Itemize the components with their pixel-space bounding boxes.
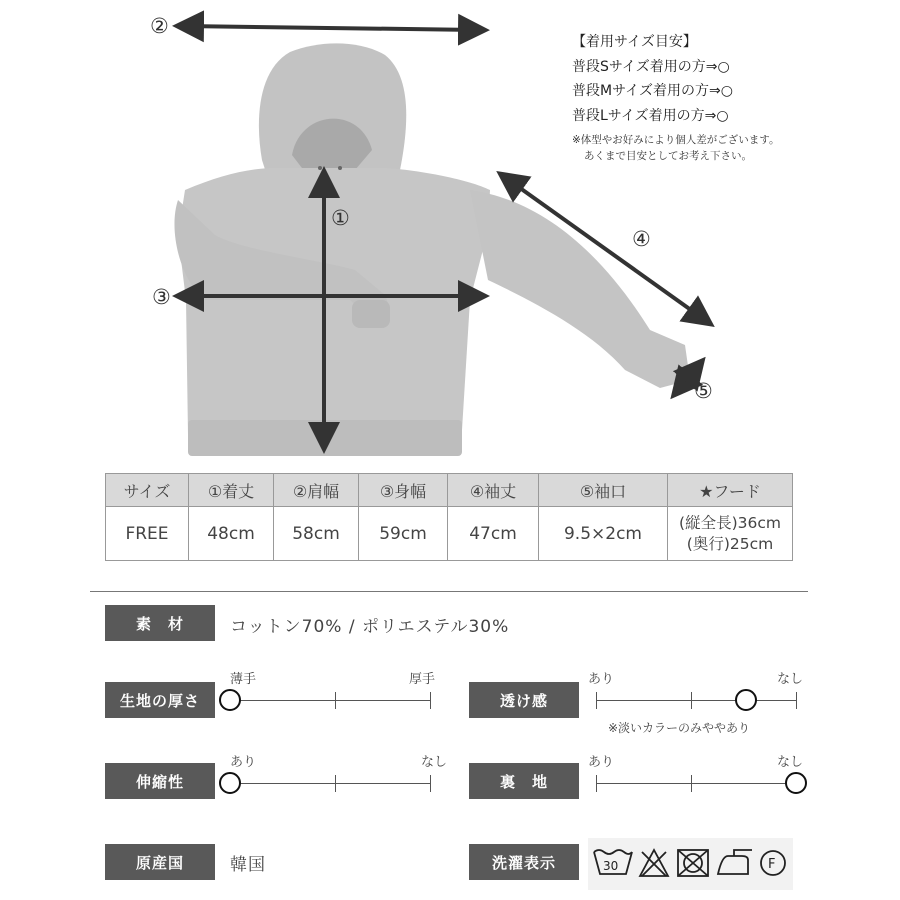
header-size: サイズ [106, 474, 189, 507]
size-guide-row-l: 普段Lサイズ着用の方⇒○ [572, 107, 729, 124]
size-guide-disclaimer-2: あくまで目安としてお考え下さい。 [584, 150, 752, 162]
thickness-left-label: 薄手 [230, 672, 257, 687]
scale-tick [335, 692, 336, 709]
stretch-track [230, 783, 430, 784]
lining-indicator [785, 772, 807, 794]
scale-tick [335, 775, 336, 792]
hood-depth: (奥行)25cm [686, 534, 774, 553]
scale-tick [430, 775, 431, 792]
marker-5: ⑤ [694, 379, 713, 403]
scale-tick [691, 692, 692, 709]
cell-hood [668, 507, 793, 561]
section-divider [90, 591, 808, 592]
marker-2: ② [150, 14, 169, 38]
iron-low-icon [718, 850, 752, 874]
transparency-label: 透け感 [469, 682, 579, 718]
thickness-scale [230, 668, 435, 718]
hood-height: (縦全長)36cm [679, 513, 781, 532]
cell-body-width: 59cm [359, 507, 448, 561]
transparency-scale [588, 668, 803, 718]
cell-sleeve: 47cm [448, 507, 539, 561]
material-label: 素 材 [105, 605, 215, 641]
size-guide-note [572, 30, 779, 164]
dry-clean-f-icon [761, 851, 785, 875]
thickness-track [230, 700, 430, 701]
svg-text:F: F [768, 857, 776, 872]
header-shoulder: ②肩幅 [274, 474, 359, 507]
size-guide-row-s: 普段Sサイズ着用の方⇒○ [572, 58, 730, 75]
cell-shoulder: 58cm [274, 507, 359, 561]
no-bleach-icon [640, 850, 668, 876]
arrow-shoulder-width [184, 26, 478, 30]
transparency-note: ※淡いカラーのみややあり [608, 721, 751, 735]
size-guide-row-m: 普段Mサイズ着用の方⇒○ [572, 83, 733, 99]
stretch-scale [230, 751, 447, 801]
thickness-label: 生地の厚さ [105, 682, 215, 718]
marker-4: ④ [632, 227, 651, 251]
lining-right-label: なし [776, 755, 803, 770]
care-icons [588, 838, 793, 890]
scale-tick [596, 692, 597, 709]
header-cuff: ⑤袖口 [539, 474, 668, 507]
cell-length: 48cm [189, 507, 274, 561]
marker-3: ③ [152, 285, 171, 309]
no-tumble-dry-icon [678, 850, 708, 876]
size-table-header [106, 474, 793, 507]
stretch-left-label: あり [230, 755, 257, 770]
lining-left-label: あり [588, 755, 615, 770]
lining-label: 裏 地 [469, 763, 579, 799]
scale-tick [796, 692, 797, 709]
size-guide-disclaimer-1: ※体型やお好みにより個人差がございます。 [572, 134, 780, 146]
cell-size: FREE [106, 507, 189, 561]
size-table [105, 473, 793, 561]
scale-tick [596, 775, 597, 792]
table-row [106, 507, 793, 561]
header-sleeve: ④袖丈 [448, 474, 539, 507]
transparency-left-label: あり [588, 672, 615, 687]
care-label: 洗濯表示 [469, 844, 579, 880]
transparency-track [596, 700, 796, 701]
stretch-right-label: なし [420, 755, 447, 770]
thickness-indicator [219, 689, 241, 711]
lining-scale [588, 751, 803, 801]
header-body-width: ③身幅 [359, 474, 448, 507]
cell-cuff: 9.5×2cm [539, 507, 668, 561]
thickness-right-label: 厚手 [408, 672, 435, 687]
wash-30-icon [594, 850, 632, 874]
size-guide-heading: 【着用サイズ目安】 [572, 34, 697, 50]
scale-tick [430, 692, 431, 709]
stretch-label: 伸縮性 [105, 763, 215, 799]
origin-value: 韓国 [230, 855, 266, 875]
material-value: コットン70% / ポリエステル30% [230, 617, 510, 637]
header-hood: ★フード [668, 474, 793, 507]
scale-tick [691, 775, 692, 792]
transparency-indicator [735, 689, 757, 711]
lining-track [596, 783, 796, 784]
transparency-right-label: なし [776, 672, 803, 687]
origin-label: 原産国 [105, 844, 215, 880]
marker-1: ① [331, 206, 350, 230]
svg-text:30: 30 [603, 859, 619, 873]
header-length: ①着丈 [189, 474, 274, 507]
stretch-indicator [219, 772, 241, 794]
